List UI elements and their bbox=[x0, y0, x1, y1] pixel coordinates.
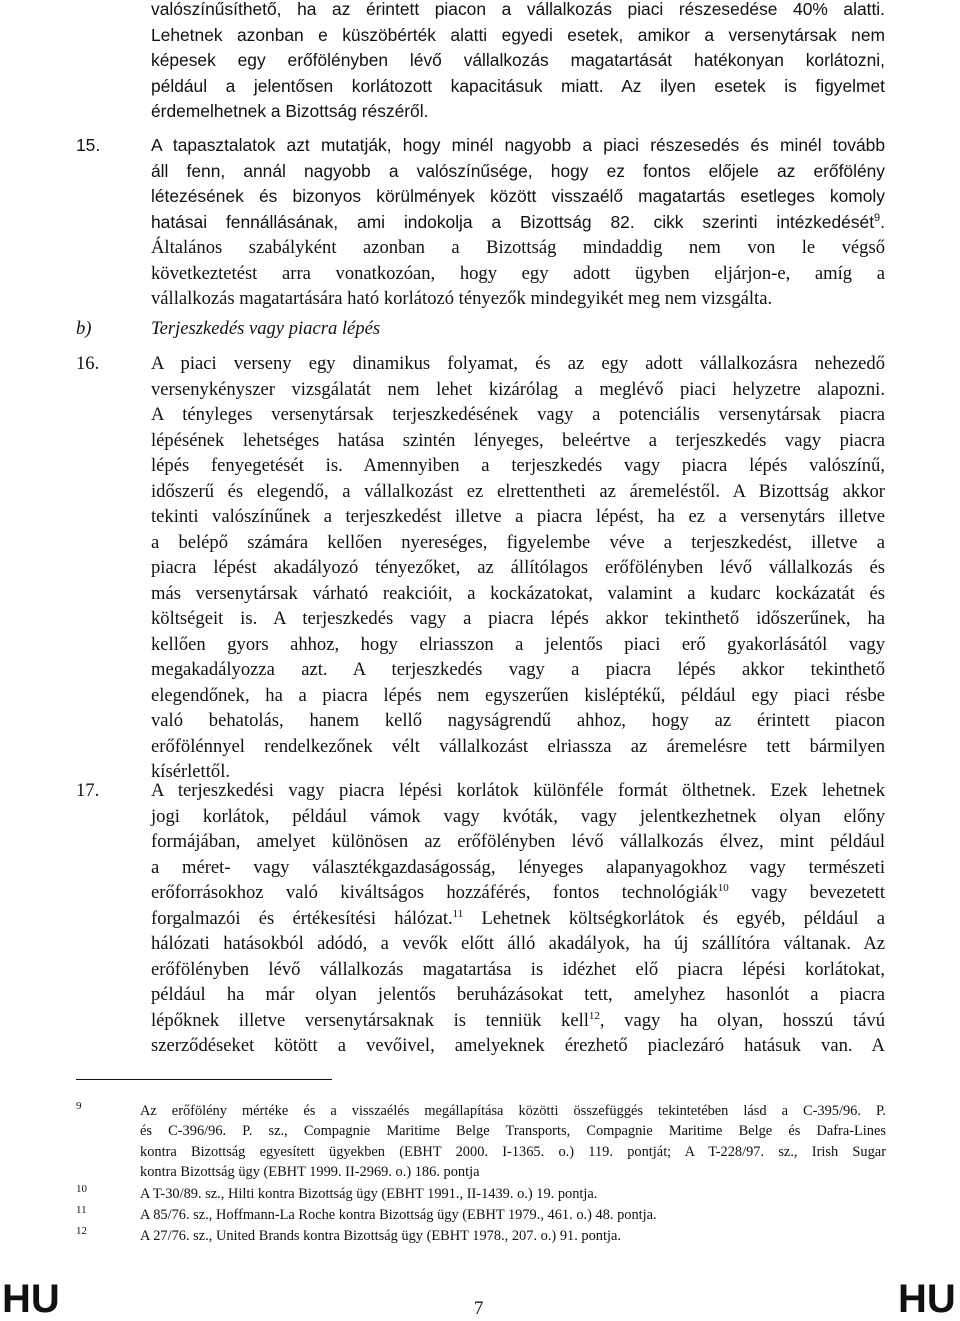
text-line: érdemelhetnek a Bizottság részéről. bbox=[151, 101, 429, 121]
paragraph-number-15: 15. bbox=[76, 135, 101, 155]
text-fragment: forgalmazói és értékesítési hálózat. bbox=[151, 907, 453, 929]
text-fragment: , vagy ha olyan, hosszú távú bbox=[599, 1009, 885, 1031]
text-line: Általános szabályként azonban a Bizottság mindaddig nem von le végső bbox=[151, 237, 885, 258]
text-line: költségeit is. A terjeszkedés vagy a piacra lépés akkor tekinthető időszerűnek, ha bbox=[151, 608, 885, 629]
paragraph-15-continued bbox=[151, 235, 885, 312]
footnote-line: A T-30/89. sz., Hilti kontra Bizottság ügy (EBHT 1991., II-1439. o.) 19. pontja. bbox=[140, 1186, 598, 1202]
text-line: képesek egy erőfölényben lévő vállalkozás magatartását hatékonyan korlátozni, bbox=[151, 50, 885, 70]
footnote-ref-12[interactable]: 12 bbox=[588, 1009, 600, 1022]
text-fragment: Lehetnek költségkorlátok és egyéb, például a bbox=[463, 907, 885, 929]
text-line: A terjeszkedési vagy piacra lépési korlátok különféle formát ölthetnek. Ezek lehetnek bbox=[151, 780, 885, 801]
text-line: A tapasztalatok azt mutatják, hogy minél nagyobb a piaci részesedés és minél tovább bbox=[151, 135, 885, 155]
text-line: megakadályozza azt. A terjeszkedés vagy a piacra lépés akkor tekinthető bbox=[151, 659, 885, 680]
footnote-ref-9[interactable]: 9 bbox=[874, 211, 881, 224]
text-line: kellően gyors ahhoz, hogy elriasszon a jelentős piaci erő gyakorlásától vagy bbox=[151, 633, 885, 655]
footer-language-left: HU bbox=[2, 1277, 60, 1321]
footnote-line: kontra Bizottság ügy (EBHT 1999. II-2969. o.) 186. pontja bbox=[140, 1163, 480, 1180]
text-fragment: vagy bevezetett bbox=[728, 882, 886, 903]
footnote-number: 9 bbox=[76, 1100, 82, 1112]
text-line bbox=[151, 1008, 885, 1034]
footnote-number: 10 bbox=[76, 1183, 87, 1195]
text-fragment: . bbox=[880, 211, 885, 232]
section-label: b) bbox=[76, 318, 92, 339]
footer-language-right: HU bbox=[898, 1277, 956, 1321]
text-line: áll fenn, annál nagyobb a valószínűsége, hogy ez fontos előjele az erőfölény bbox=[151, 160, 885, 181]
text-line: A piaci verseny egy dinamikus folyamat, és az egy adott vállalkozásra nehezedő bbox=[151, 353, 885, 374]
text-line: erőfölényben lévő vállalkozás magatartása is idézhet elő piacra lépési korlátokat, bbox=[151, 958, 885, 980]
text-line: például a jelentősen korlátozott kapacitásuk miatt. Az ilyen esetek is figyelmet bbox=[151, 75, 885, 96]
text-line: A tényleges versenytársak terjeszkedésének vagy a potenciális versenytársak piacra bbox=[151, 404, 885, 425]
paragraph-15 bbox=[151, 133, 885, 235]
text-line: lépésének lehetséges hatása szintén lényeges, beleértve a terjeszkedés vagy piacra bbox=[151, 429, 885, 451]
footnote-10 bbox=[140, 1184, 886, 1204]
text-line: Lehetnek azonban e küszöbérték alatti egyedi esetek, amikor a versenytársak nem bbox=[151, 24, 885, 45]
footnote-separator bbox=[76, 1079, 332, 1080]
footnote-number: 12 bbox=[76, 1225, 87, 1237]
text-line: a méret- vagy választékgazdaságosság, lényeges alapanyagokhoz vagy természeti bbox=[151, 856, 885, 878]
text-line: valószínűsíthető, ha az érintett piacon a vállalkozás piaci részesedése 40% alatti. bbox=[151, 0, 885, 19]
text-line bbox=[151, 210, 885, 236]
text-line: kísérlettől. bbox=[151, 761, 231, 782]
section-title: Terjeszkedés vagy piacra lépés bbox=[151, 318, 381, 339]
footnote-11 bbox=[140, 1205, 886, 1225]
footnote-line: Az erőfölény mértéke és a visszaélés megállapítása közötti összefüggés tekintetében lásd a C-395/96. P. bbox=[140, 1103, 886, 1119]
text-line bbox=[151, 880, 885, 906]
text-line: következtetést arra vonatkozóan, hogy egy adott ügyben eljárjon-e, amíg a bbox=[151, 262, 885, 284]
text-line: vállalkozás magatartására ható korlátozó tényezők mindegyikét meg nem vizsgálta. bbox=[151, 288, 773, 309]
text-line: szerződéseket kötött a vevőivel, amelyeknek érezhető piaclezáró hatásuk van. A bbox=[151, 1035, 885, 1056]
footnote-number: 11 bbox=[76, 1204, 87, 1216]
footnote-9 bbox=[140, 1101, 886, 1182]
text-line: versenykényszer vizsgálatát nem lehet kizárólag a meglévő piaci helyzetre alapozni. bbox=[151, 378, 885, 400]
intro-paragraph bbox=[151, 0, 885, 125]
text-fragment: lépőknek illetve versenytársaknak is tenniük kell bbox=[151, 1009, 589, 1031]
footnote-line: A 27/76. sz., United Brands kontra Bizottság ügy (EBHT 1978., 207. o.) 91. pontja. bbox=[140, 1228, 621, 1244]
text-line: lépés fenyegetését is. Amennyiben a terjeszkedés vagy piacra lépés valószínű, bbox=[151, 455, 885, 476]
paragraph-17 bbox=[151, 778, 885, 1059]
footnote-ref-11[interactable]: 11 bbox=[452, 907, 464, 920]
paragraph-16 bbox=[151, 351, 885, 785]
footnote-line: kontra Bizottság egyesített ügyekben (EBHT 2000. I-1365. o.) 119. pontját; A T-228/97. sz., Irish Sugar bbox=[140, 1143, 886, 1160]
text-line: más versenytársak várható reakcióit, a kockázatokat, valamint a kudarc kockázatát és bbox=[151, 582, 885, 604]
text-line: jogi korlátok, például vámok vagy kvóták, vagy jelentkezhetnek olyan előny bbox=[151, 805, 885, 827]
text-fragment: hatásai fennállásának, ami indokolja a Bizottság 82. cikk szerinti intézkedését bbox=[151, 211, 875, 232]
footnote-12 bbox=[140, 1226, 886, 1246]
page-number: 7 bbox=[474, 1298, 484, 1319]
paragraph-number-17: 17. bbox=[76, 780, 100, 801]
text-line: piacra lépést akadályozó tényezőket, az állítólagos erőfölényben lévő vállalkozás és bbox=[151, 557, 885, 578]
footnote-line: és C-396/96. P. sz., Compagnie Maritime Belge Transports, Compagnie Maritime Belge és Dafra-Lines bbox=[140, 1123, 886, 1140]
text-line: tekinti valószínűnek a terjeszkedést illetve a piacra lépést, ha ez a versenytárs illetve bbox=[151, 506, 885, 527]
text-line: elegendőnek, ha a piacra lépés nem egyszerűen kisléptékű, például egy piaci résbe bbox=[151, 684, 885, 706]
text-line: például ha már olyan jelentős beruházásokat tett, amelyhez hasonlót a piacra bbox=[151, 984, 885, 1005]
footnote-line: A 85/76. sz., Hoffmann-La Roche kontra Bizottság ügy (EBHT 1979., 461. o.) 48. pontja. bbox=[140, 1207, 657, 1223]
text-line: időszerű és elegendő, a vállalkozást ez elrettentheti az áremeléstől. A Bizottság akkor bbox=[151, 480, 885, 502]
text-line: formájában, amelyet különösen az erőfölényben lévő vállalkozás élvez, mint például bbox=[151, 831, 885, 852]
footnote-ref-10[interactable]: 10 bbox=[717, 881, 729, 894]
text-fragment: erőforrásokhoz való kiváltságos hozzáférés, fontos technológiák bbox=[151, 882, 718, 903]
paragraph-number-16: 16. bbox=[76, 353, 100, 374]
text-line: a belépő számára kellően nyereséges, figyelembe véve a terjeszkedést, illetve a bbox=[151, 531, 885, 553]
text-line: hálózati hatásokból adódó, a vevők előtt álló akadályok, ha új szállítóra váltanak. Az bbox=[151, 933, 885, 954]
text-line: való behatolás, hanem kellő nagyságrendű ahhoz, hogy az érintett piacon bbox=[151, 710, 885, 731]
text-line: erőfölénnyel rendelkezőnek vélt vállalkozást elriassza az áremelésre tett bármilyen bbox=[151, 735, 885, 757]
text-line bbox=[151, 906, 885, 932]
text-line: létezésének és bizonyos körülmények között visszaélő magatartás esetleges komoly bbox=[151, 186, 885, 206]
